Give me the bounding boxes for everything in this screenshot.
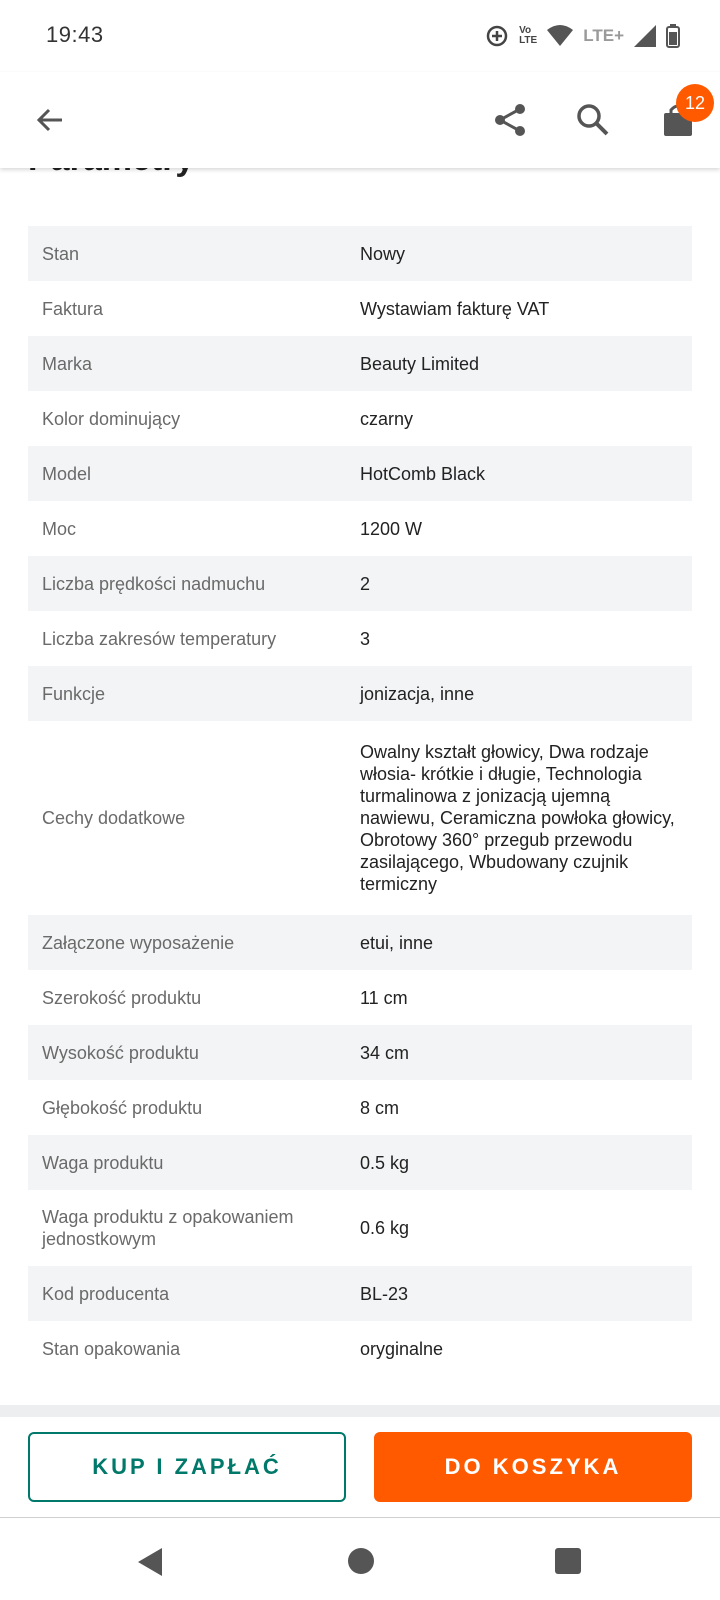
table-row xyxy=(28,970,692,1025)
param-value: 34 cm xyxy=(360,1042,410,1063)
param-value: Owalny kształt głowicy, Dwa rodzaje włosia- krótkie i długie, Technologia turmalinowa z jonizacją ujemną nawiewu, Ceramiczna powłoka głowicy, Obrotowy 360° przegub przewodu zasilającego, Wbudowany czujnik termiczny xyxy=(360,742,675,894)
param-value: jonizacja, inne xyxy=(360,683,475,704)
table-row xyxy=(28,1135,692,1190)
table-row xyxy=(28,611,692,666)
param-label: Kolor dominujący xyxy=(42,408,181,429)
cart-count-badge: 12 xyxy=(676,84,714,122)
param-label: Cechy dodatkowe xyxy=(42,808,186,828)
param-value: 3 xyxy=(360,628,371,649)
table-row xyxy=(28,391,692,446)
param-label: Moc xyxy=(42,518,77,539)
param-value: 1200 W xyxy=(360,518,423,539)
param-value: 2 xyxy=(360,573,371,594)
param-value: 8 cm xyxy=(360,1097,400,1118)
param-label: Liczba zakresów temperatury xyxy=(42,628,277,649)
param-value: oryginalne xyxy=(360,1338,444,1359)
status-icons xyxy=(485,20,680,52)
table-row xyxy=(28,1266,692,1321)
triangle-back-icon xyxy=(136,1546,164,1578)
param-label: Stan xyxy=(42,243,80,264)
table-row xyxy=(28,1321,692,1376)
param-label: Załączone wyposażenie xyxy=(42,932,235,953)
param-label: Marka xyxy=(42,353,93,374)
table-row xyxy=(28,226,692,281)
table-row xyxy=(28,915,692,970)
param-value: Wystawiam fakturę VAT xyxy=(360,298,550,319)
param-label: Faktura xyxy=(42,298,104,319)
param-label: Funkcje xyxy=(42,683,106,704)
back-button[interactable] xyxy=(22,92,78,148)
param-label: Stan opakowania xyxy=(42,1338,181,1359)
param-value: HotComb Black xyxy=(360,463,486,484)
nav-back-button[interactable] xyxy=(136,1546,164,1583)
param-label: Kod producenta xyxy=(42,1283,170,1304)
table-row xyxy=(28,666,692,721)
section-divider xyxy=(0,1405,720,1417)
network-type-label: LTE+ xyxy=(583,26,624,45)
param-value: etui, inne xyxy=(360,932,434,953)
table-row xyxy=(28,446,692,501)
table-row xyxy=(28,1080,692,1135)
search-icon xyxy=(576,103,610,137)
param-value: 0.6 kg xyxy=(360,1218,410,1238)
param-value: 0.5 kg xyxy=(360,1152,410,1173)
table-row xyxy=(28,1025,692,1080)
search-button[interactable] xyxy=(565,92,621,148)
param-label: Model xyxy=(42,463,92,484)
arrow-left-icon xyxy=(34,104,66,136)
table-row xyxy=(28,721,692,915)
param-label: Waga produktu xyxy=(42,1152,164,1173)
param-label: Wysokość produktu xyxy=(42,1042,199,1063)
battery-icon xyxy=(666,24,680,48)
param-value: 11 cm xyxy=(360,987,408,1008)
param-label: Szerokość produktu xyxy=(42,987,202,1008)
wifi-icon xyxy=(547,25,573,47)
param-label: Liczba prędkości nadmuchu xyxy=(42,573,266,594)
nav-home-button[interactable] xyxy=(348,1548,374,1574)
share-icon xyxy=(492,102,528,138)
table-row xyxy=(28,501,692,556)
param-value: Nowy xyxy=(360,243,406,264)
param-value: Beauty Limited xyxy=(360,353,480,374)
share-button[interactable] xyxy=(482,92,538,148)
app-bar xyxy=(0,72,720,168)
table-row xyxy=(28,1190,692,1266)
signal-icon xyxy=(634,25,656,47)
table-row xyxy=(28,281,692,336)
param-label: Waga produktu z opakowaniem jednostkowym xyxy=(42,1207,294,1249)
system-nav-bar xyxy=(0,1518,720,1600)
add-to-cart-button[interactable]: DO KOSZYKA xyxy=(374,1432,692,1502)
volte-icon: Vo LTE xyxy=(519,25,538,46)
parameters-table xyxy=(28,226,692,1376)
nav-recents-button[interactable] xyxy=(555,1548,581,1574)
status-bar xyxy=(0,0,720,72)
param-label: Głębokość produktu xyxy=(42,1097,203,1118)
data-saver-icon xyxy=(485,24,509,48)
table-row xyxy=(28,556,692,611)
param-value: czarny xyxy=(360,408,414,429)
table-row xyxy=(28,336,692,391)
param-value: BL-23 xyxy=(360,1283,409,1304)
buy-now-button[interactable]: KUP I ZAPŁAĆ xyxy=(28,1432,346,1502)
status-time: 19:43 xyxy=(46,22,104,47)
